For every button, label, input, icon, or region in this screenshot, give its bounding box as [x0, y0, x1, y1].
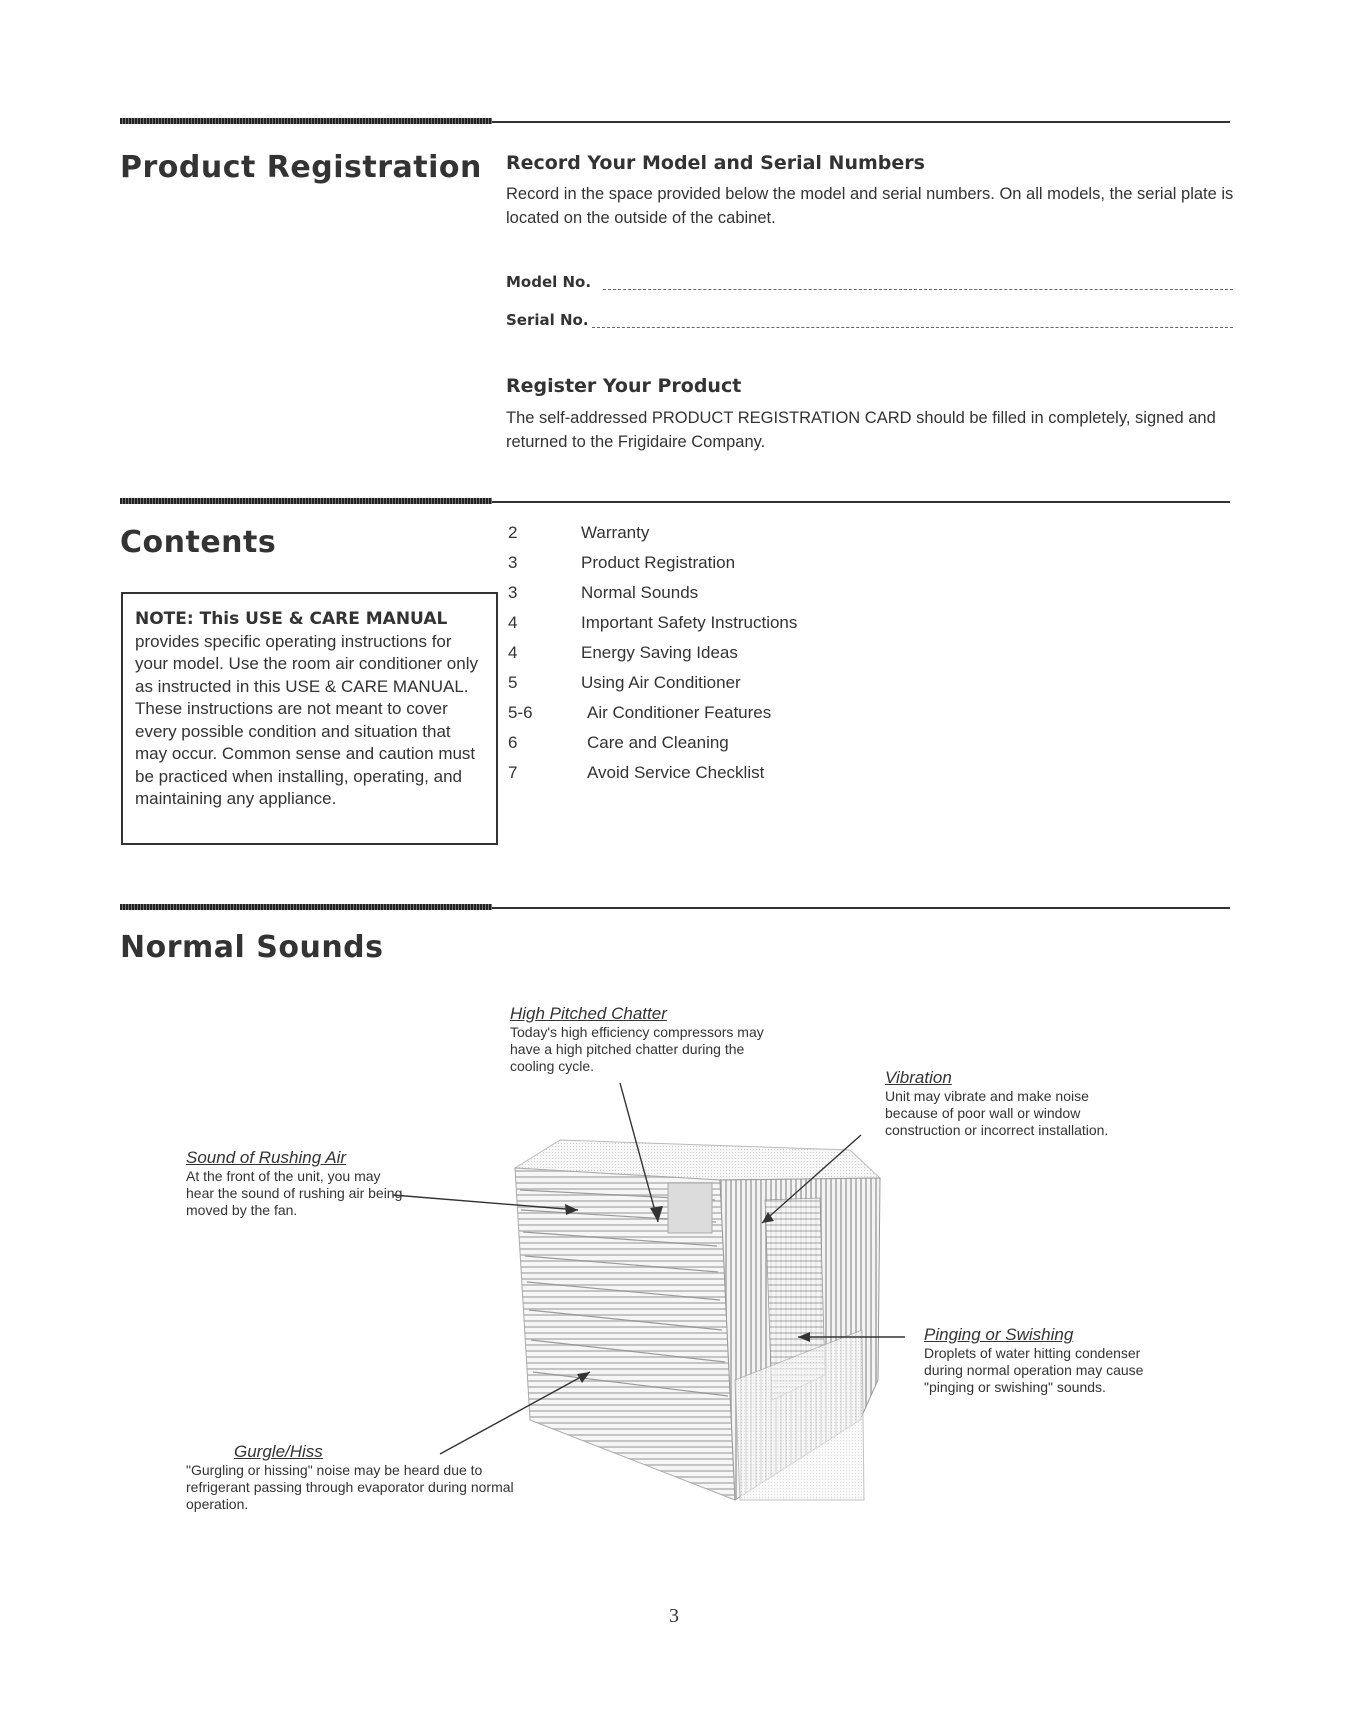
callout-rushing-air — [186, 1148, 416, 1219]
product-registration-title: Product Registration — [120, 150, 482, 185]
callout-body: "Gurgling or hissing" noise may be heard due to refrigerant passing through evaporator during normal operation. — [186, 1462, 514, 1512]
callout-title: Sound of Rushing Air — [186, 1148, 347, 1167]
callout-title: Pinging or Swishing — [924, 1325, 1074, 1344]
callout-body: Today's high efficiency compressors may have a high pitched chatter during the cooling cycle. — [510, 1024, 764, 1074]
record-heading: Record Your Model and Serial Numbers — [506, 152, 925, 174]
note-lead: NOTE: This USE & CARE MANUAL — [135, 609, 448, 629]
page-number: 3 — [669, 1605, 679, 1627]
note-body: provides specific operating instructions for your model. Use the room air conditioner only as instructed in this USE & CARE MANUAL. These instructions are not meant to cover every possible condition and situation that may occur. Common sense and caution must be practiced when installing, operating, and maintaining any appliance. — [135, 631, 478, 808]
model-number-label: Model No. — [506, 273, 592, 291]
callout-body: Unit may vibrate and make noise because of poor wall or window construction or incorrect installation. — [885, 1088, 1109, 1138]
callout-title: High Pitched Chatter — [510, 1004, 667, 1023]
ac-control-panel — [668, 1183, 712, 1233]
callout-pinging — [924, 1325, 1154, 1396]
callout-high-pitched-chatter — [510, 1004, 810, 1075]
contents-title: Contents — [120, 525, 277, 560]
normal-sounds-title: Normal Sounds — [120, 930, 384, 965]
register-heading: Register Your Product — [506, 375, 742, 397]
callout-body: Droplets of water hitting condenser during normal operation may cause "pinging or swishing" sounds. — [924, 1345, 1144, 1395]
contents-list: 2 Warranty 3 Product Registration 3 Normal Sounds 4 Important Safety Instructions 4 Energy Saving Ideas 5 Using Air Conditioner 5-6 Air Conditioner Features 6 Care and Cleaning 7 Avoid Service Checklist — [508, 523, 798, 782]
callout-vibration — [885, 1068, 1145, 1139]
record-body: Record in the space provided below the model and serial numbers. On all models, the serial plate is located on the outside of the cabinet. — [506, 185, 1234, 227]
callout-title: Vibration — [885, 1068, 952, 1087]
serial-number-label: Serial No. — [506, 311, 589, 329]
callout-title: Gurgle/Hiss — [234, 1442, 323, 1461]
callout-gurgle — [186, 1442, 526, 1513]
callout-body: At the front of the unit, you may hear the sound of rushing air being moved by the fan. — [186, 1168, 403, 1218]
register-body: The self-addressed PRODUCT REGISTRATION CARD should be filled in completely, signed and returned to the Frigidaire Company. — [506, 409, 1216, 451]
